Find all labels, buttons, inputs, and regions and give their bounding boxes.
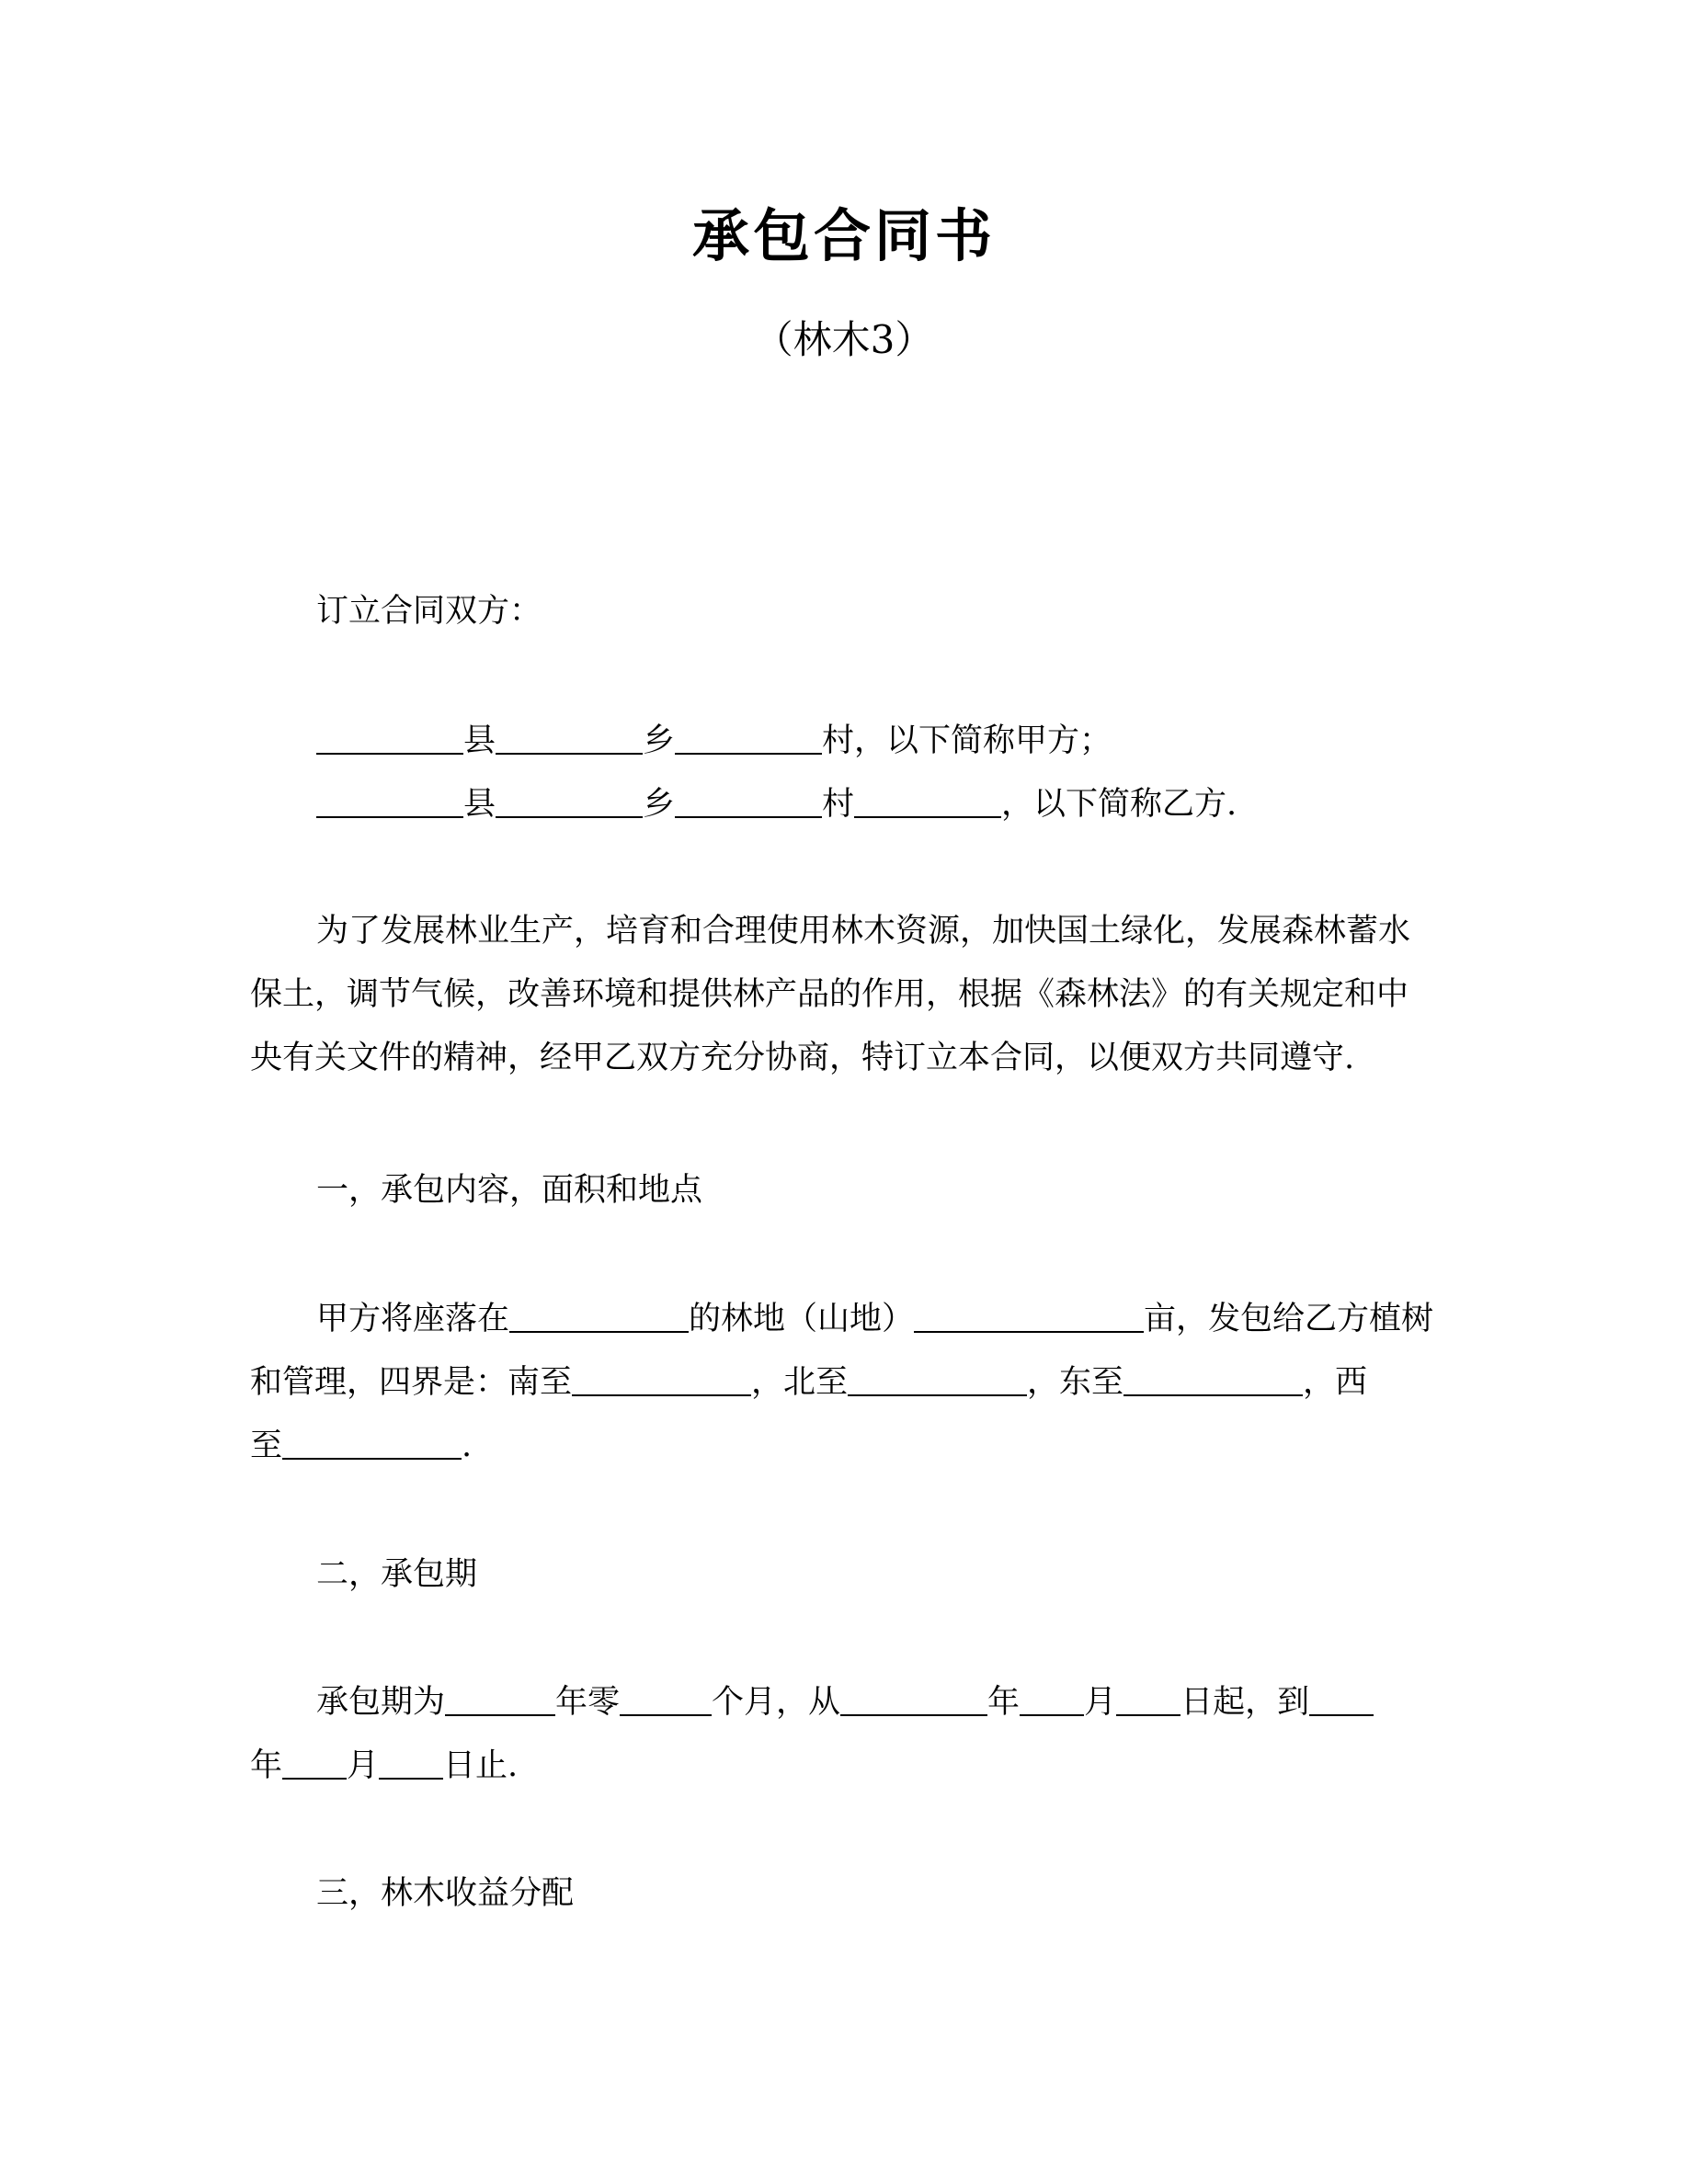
section-1-line-2 (250, 1359, 1436, 1405)
term-months-blank (620, 1679, 712, 1716)
party-a-line (250, 718, 1502, 764)
party-a-township-label: 乡 (643, 722, 676, 759)
section-1-text-f: ，东至 (1027, 1364, 1124, 1401)
section-2-text-i: 日止. (443, 1747, 519, 1784)
section-1-line-1 (250, 1296, 1502, 1342)
section-1-text-e: ，北至 (751, 1364, 849, 1401)
parties-heading: 订立合同双方： (316, 593, 542, 630)
west-boundary-blank (282, 1423, 462, 1460)
party-a-township-blank (496, 718, 643, 755)
section-2-text-h: 月 (347, 1747, 380, 1784)
section-1-line-3 (250, 1423, 1436, 1469)
section-2-text-b: 年零 (555, 1684, 621, 1721)
section-1-heading: 一，承包内容，面积和地点 (316, 1172, 703, 1209)
section-1-text-b: 的林地（山地） (689, 1301, 915, 1337)
section-2-text-a: 承包期为 (316, 1684, 446, 1721)
section-2-text-e: 月 (1084, 1684, 1117, 1721)
section-2-text-g: 年 (250, 1747, 283, 1784)
section-2-text-c: 个月，从 (712, 1684, 841, 1721)
section-2-line-1 (250, 1679, 1502, 1725)
party-a-county-label: 县 (463, 722, 496, 759)
term-years-blank (445, 1679, 555, 1716)
party-b-county-blank (316, 781, 463, 818)
document-title: 承包合同书 (691, 202, 996, 269)
document-subtitle: （林木3） (754, 317, 934, 362)
party-a-village-label: 村，以下简称甲方； (822, 722, 1112, 759)
section-2-heading: 二，承包期 (316, 1556, 478, 1593)
start-day-blank (1116, 1679, 1180, 1716)
section-1-text-i: . (462, 1428, 473, 1464)
party-b-county-label: 县 (463, 786, 496, 823)
section-1-text-h: 至 (250, 1428, 283, 1464)
section-1-text-d: 和管理，四界是：南至 (250, 1364, 573, 1401)
section-2-text-f: 日起，到 (1180, 1684, 1310, 1721)
party-b-suffix: ，以下简称乙方. (1001, 786, 1237, 823)
section-2-line-2 (250, 1743, 1436, 1789)
east-boundary-blank (1123, 1359, 1303, 1396)
party-b-line (250, 781, 1502, 827)
section-1-text-g: ，西 (1303, 1364, 1368, 1401)
party-a-village-blank (675, 718, 822, 755)
section-3-heading: 三，林木收益分配 (316, 1875, 575, 1912)
party-b-township-blank (496, 781, 643, 818)
section-1-text-c: 亩，发包给乙方植树 (1144, 1301, 1434, 1337)
preamble-line-3: 央有关文件的精神，经甲乙双方充分协商，特订立本合同，以便双方共同遵守. (250, 1040, 1355, 1076)
party-b-township-label: 乡 (643, 786, 676, 823)
north-boundary-blank (848, 1359, 1027, 1396)
preamble-line-1: 为了发展林业生产，培育和合理使用林木资源，加快国土绿化，发展森林蓄水 (316, 913, 1411, 950)
end-month-blank (282, 1743, 347, 1780)
south-boundary-blank (572, 1359, 751, 1396)
party-b-village-blank (675, 781, 822, 818)
party-b-village-label: 村 (822, 786, 855, 823)
party-a-county-blank (316, 718, 463, 755)
party-b-name-blank (854, 781, 1001, 818)
preamble-line-2: 保土，调节气候，改善环境和提供林产品的作用，根据《森林法》的有关规定和中 (250, 976, 1409, 1013)
section-1-text-a: 甲方将座落在 (316, 1301, 510, 1337)
end-year-blank (1309, 1679, 1374, 1716)
end-day-blank (379, 1743, 443, 1780)
start-year-blank (840, 1679, 987, 1716)
section-2-text-d: 年 (987, 1684, 1021, 1721)
area-blank (914, 1296, 1144, 1333)
location-blank (509, 1296, 689, 1333)
start-month-blank (1020, 1679, 1084, 1716)
